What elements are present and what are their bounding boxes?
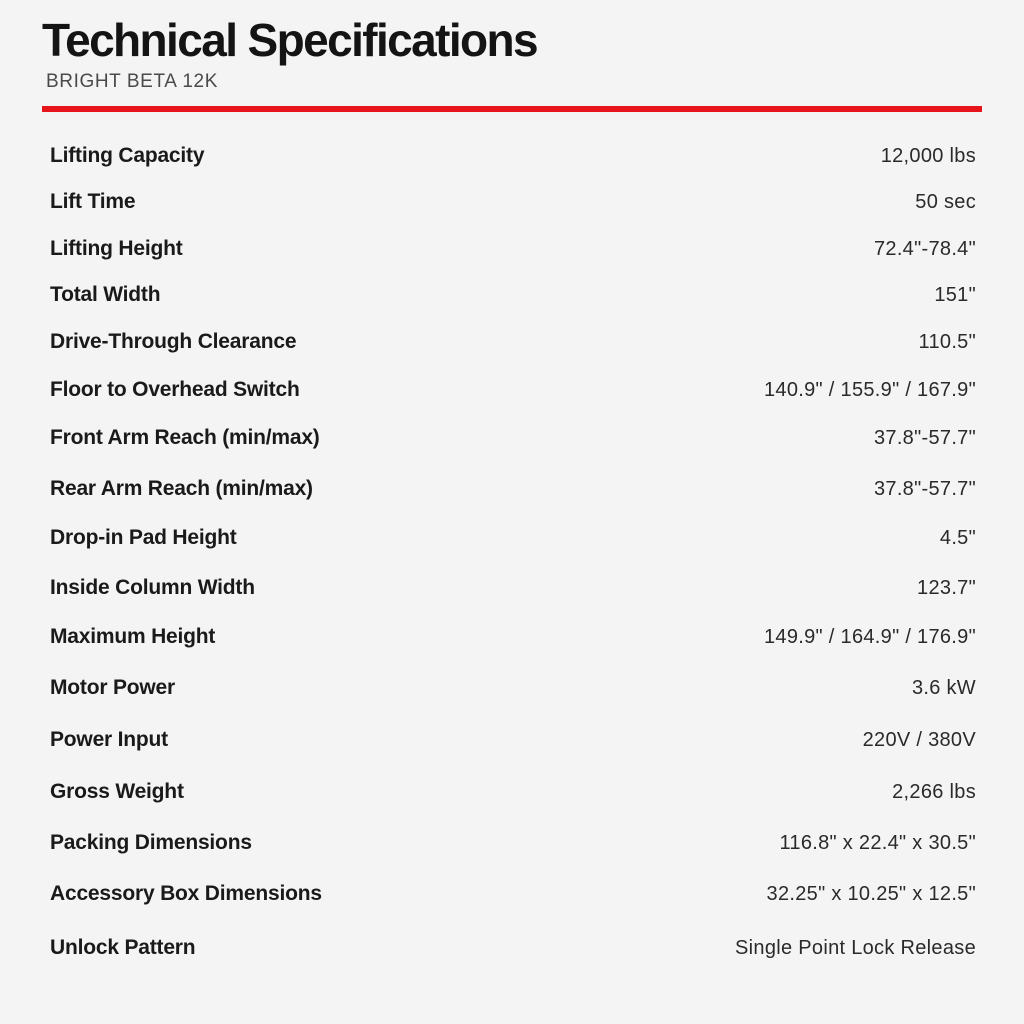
spec-value: 72.4"-78.4" [873,237,976,260]
spec-label: Unlock Pattern [50,936,196,959]
spec-label: Packing Dimensions [50,831,252,854]
spec-label: Front Arm Reach (min/max) [50,426,320,449]
spec-row-gross-weight [50,777,976,807]
spec-row-accessory-box-dimensions [50,879,976,909]
spec-value: 140.9" / 155.9" / 167.9" [764,378,976,401]
spec-label: Lifting Height [50,237,183,260]
spec-value: 50 sec [915,190,976,213]
spec-label: Rear Arm Reach (min/max) [50,477,313,500]
spec-value: 32.25" x 10.25" x 12.5" [766,882,976,905]
spec-value: 110.5" [918,330,976,353]
spec-value: 149.9" / 164.9" / 176.9" [764,625,976,648]
spec-label: Drop-in Pad Height [50,526,237,549]
spec-row-drop-in-pad-height [50,523,976,553]
spec-label: Motor Power [50,676,175,699]
spec-label: Maximum Height [50,625,216,648]
spec-row-drive-through-clearance [50,327,976,357]
spec-value: 12,000 lbs [880,144,976,167]
spec-label: Inside Column Width [50,576,255,599]
spec-value: Single Point Lock Release [735,936,976,959]
spec-label: Total Width [50,283,161,306]
spec-value: 37.8"-57.7" [873,426,976,449]
spec-label: Floor to Overhead Switch [50,378,300,401]
spec-row-lifting-height [50,234,976,264]
spec-value: 3.6 kW [911,676,976,699]
spec-row-rear-arm-reach [50,474,976,504]
spec-row-motor-power [50,673,976,703]
spec-row-unlock-pattern [50,933,976,963]
spec-value: 151" [934,283,976,306]
spec-value: 123.7" [917,576,976,599]
spec-row-inside-column-width [50,573,976,603]
spec-label: Lift Time [50,190,136,213]
spec-label: Drive-Through Clearance [50,330,297,353]
spec-row-lift-time [50,187,976,217]
spec-value: 2,266 lbs [892,780,976,803]
header-divider [42,106,982,112]
spec-row-total-width [50,280,976,310]
spec-row-front-arm-reach [50,423,976,453]
spec-row-packing-dimensions [50,828,976,858]
spec-row-power-input [50,725,976,755]
spec-label: Lifting Capacity [50,144,205,167]
spec-label: Power Input [50,728,168,751]
page-title: Technical Specifications [42,14,538,66]
spec-row-floor-to-overhead-switch [50,375,976,405]
spec-label: Gross Weight [50,780,184,803]
spec-value: 116.8" x 22.4" x 30.5" [779,831,976,854]
spec-label: Accessory Box Dimensions [50,882,322,905]
product-model: BRIGHT BETA 12K [46,71,218,92]
spec-value: 37.8"-57.7" [873,477,976,500]
spec-value: 4.5" [939,526,976,549]
spec-row-maximum-height [50,622,976,652]
spec-value: 220V / 380V [862,728,976,751]
spec-row-lifting-capacity [50,141,976,171]
